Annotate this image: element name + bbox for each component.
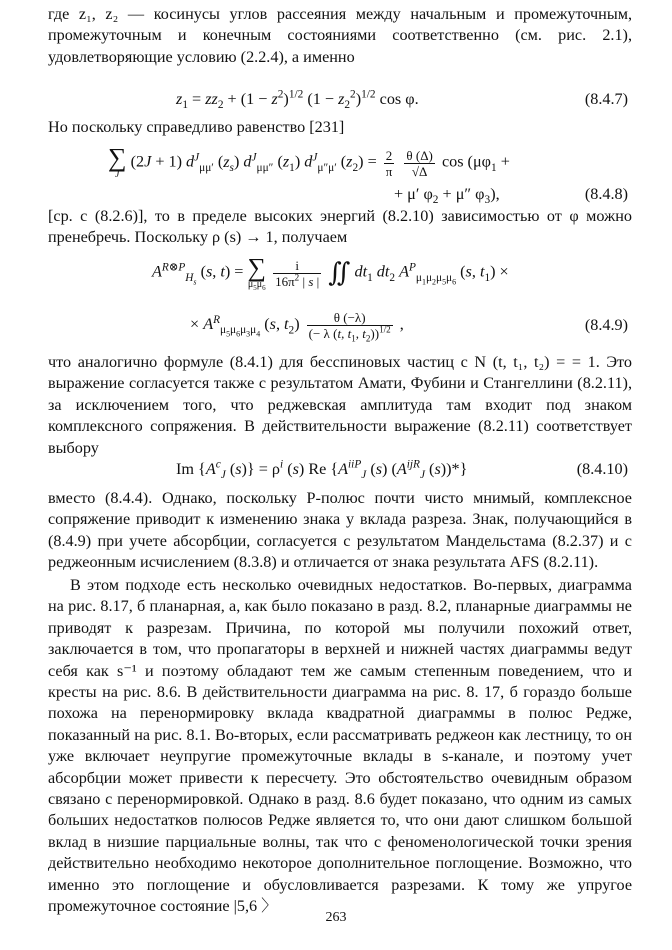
page-number: 263 (325, 910, 347, 925)
paragraph-4: что аналогично формуле (8.4.1) для бесспиновых частиц с N (t, t₁, t₂) = = 1. Это выражение согласуется также с результатом Амати, Фубини и Стангеллини (8.2.11), за исключением того, что реджевская амплитуда там входит под знаком комплексного сопряжения. В действительности выражение (8.2.11) соответствует выбору (48, 353, 632, 457)
paragraph-6: В этом подходе есть несколько очевидных недостатков. Во-первых, диаграмма на рис. 8.17, б планарная, а, как было показано в разд. 8.2, планарные диаграммы не приводят к разрезам. Причина, по которой мы получили похожий ответ, заключается в том, что пропагаторы в верхней и нижней частях диаграммы ведут себя как s⁻¹ и поэтому обладают тем же самым степенным поведением, что и кресты на рис. 8.6. В действительности диаграмма на рис. 8. 17, б гораздо больше похожа на перенормировку вклада квадратной диаграммы в полюс Редже, показанный на рис. 8.1. Во-вторых, если рассматривать реджеон как лестницу, то он уже включает неупругие промежуточные вклады в s-канале, и поэтому учет абсорбции может привести к пересчету. Это обстоятельство очевидным образом связано с перенормировкой. Однако в разд. 8.6 будет показано, что одним из самых больших недостатков полюсов Редже является то, что они дают слишком большой вклад в низшие парциальные волны, так что с феноменологической точки зрения действительно необходимо некоторое дополнительное поглощение. Возможно, что именно это поглощение и обусловливается разрезами. К тому же упругое промежуточное состояние |5,6 〉 (48, 576, 632, 916)
equation-number: (8.4.9) (584, 316, 628, 334)
equation-number: (8.4.8) (584, 185, 628, 203)
equation-number: (8.4.7) (584, 90, 628, 108)
equation-8-4-9-line1: $A^{R\otimes P}_{H_s}$ (s, t) = ∑ $\mu_5\mu_6$ $\frac{i}{16\pi^2 | s |}$ ∬ $dt_1$ $dt_2$ $A^P_{\mu_1\mu_2\mu_5\mu_6}$ (s, $t_1$) × (152, 253, 509, 292)
paragraph-3: [ср. с (8.2.6)], то в пределе высоких энергий (8.2.10) зависимостью от φ можно пренебречь. Поскольку ρ (s) → 1, получаем (48, 207, 632, 247)
paragraph-5: вместо (8.4.4). Однако, поскольку P-полюс почти чисто мнимый, комплексное сопряжение приводит к изменению знака у вклада разреза. Знак, получающийся в (8.4.9) при учете абсорбции, согласуется с результатом Мандельстама (8.2.37) и с реджеонным исчислением (8.3.8) и отличается от знака результата AFS (8.2.11). (48, 489, 632, 572)
paragraph-2: Но поскольку справедливо равенство [231] (48, 118, 345, 136)
equation-8-4-9 (0, 252, 672, 348)
equation-8-4-8-line2: + μ′ $\varphi_2 + \mu''$ $\varphi_3$), (394, 185, 500, 207)
paragraph-1: где z₁, z₂ — косинусы углов рассеяния между начальным и промежуточным, промежуточным и конечным состояниями соответственно (см. рис. 2.1), удовлетворяющие условию (2.2.4), а именно (48, 5, 632, 66)
equation-8-4-9-line2: × $A^R_{\mu_5\mu_6\mu_3\mu_4}$ (s, $t_2$) $\frac{\theta (-\lambda)}{(- \lambda (t, t_1, t_2))^{1/2}}$ , (190, 310, 404, 344)
equation-8-4-8 (0, 143, 672, 207)
equation-8-4-7-body: $z_1 = zz_2 + (1 - z^2)^{1/2}$ $(1 - z_2^2)^{1/2}$ cos φ. (176, 88, 419, 112)
equation-8-4-10-body: Im {$A^c_J$ $(s)\} = \rho^i$ (s) Re {$A^{iiP}_J$ (s) ($A^{ijR}_J$ (s))*} (176, 458, 468, 482)
equation-number: (8.4.10) (576, 460, 628, 478)
equation-8-4-8-line1: ∑ J (2J + 1) $d^J_{\mu\mu'}$ $(z_s)$ $d^J_{\mu\mu''}$ $(z_1)$ $d^J_{\mu''\mu'}$ $(z_2)$ = $\frac{2}{\pi}$ $\frac{\theta (\Delta)}{√\Delta}$ $\cos (\mu\varphi_1$ + (108, 143, 510, 180)
